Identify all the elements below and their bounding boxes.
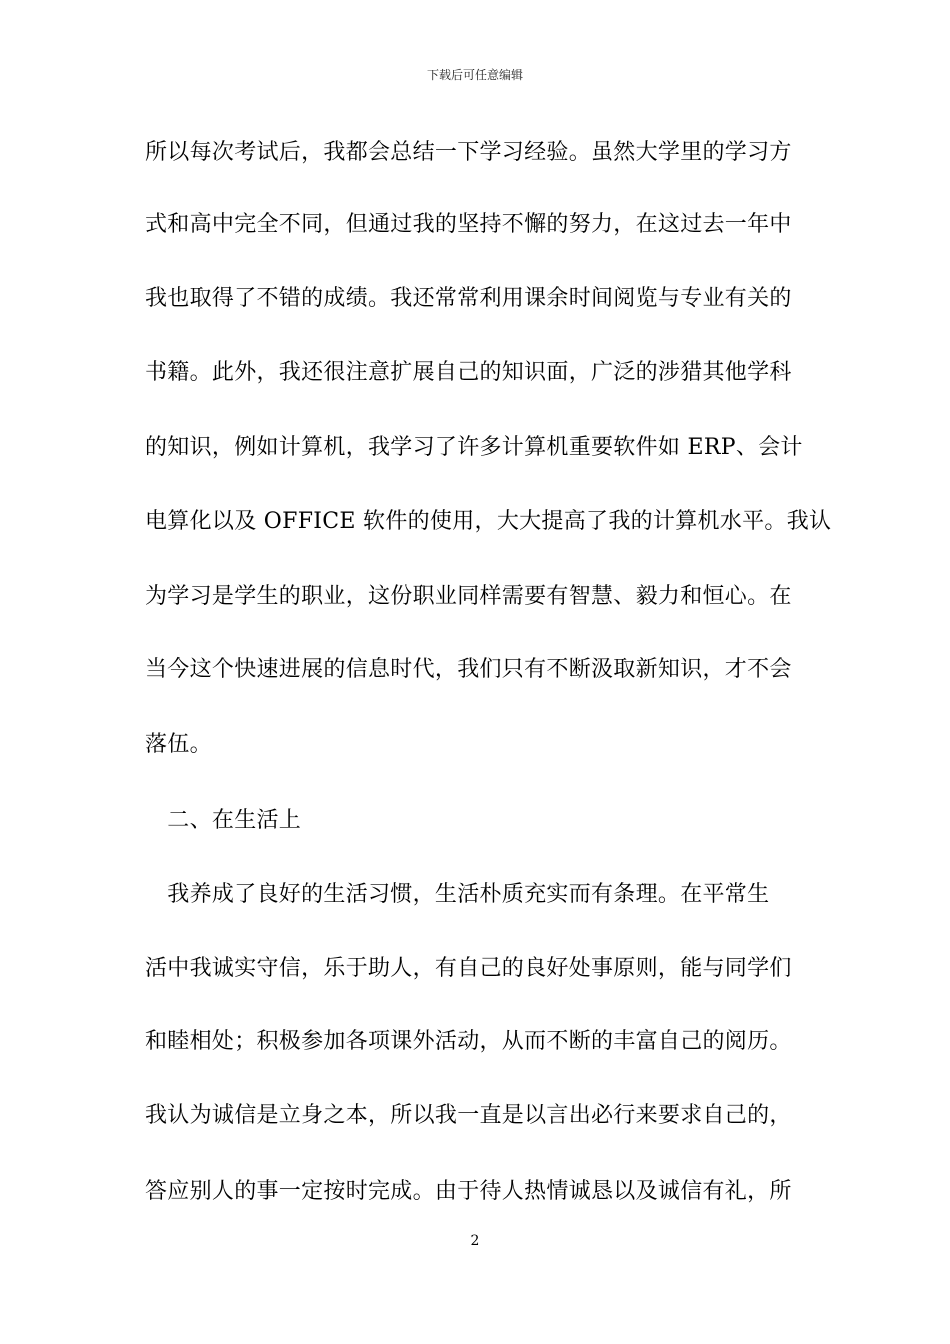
- body-line: 我也取得了不错的成绩。我还常常利用课余时间阅览与专业有关的: [145, 286, 792, 311]
- body-line: 和睦相处；积极参加各项课外活动，从而不断的丰富自己的阅历。: [145, 1029, 792, 1054]
- body-line: 电算化以及 OFFICE 软件的使用，大大提高了我的计算机水平。我认: [145, 509, 832, 534]
- body-line: 落伍。: [145, 732, 212, 757]
- body-line: 的知识，例如计算机，我学习了许多计算机重要软件如 ERP、会计: [145, 435, 803, 460]
- body-line: 当今这个快速进展的信息时代，我们只有不断汲取新知识，才不会: [145, 657, 792, 682]
- body-line: 我认为诚信是立身之本，所以我一直是以言出必行来要求自己的，: [145, 1103, 792, 1128]
- body-line: 所以每次考试后，我都会总结一下学习经验。虽然大学里的学习方: [145, 140, 792, 165]
- body-line: 活中我诚实守信，乐于助人，有自己的良好处事原则，能与同学们: [145, 956, 792, 981]
- body-line: 答应别人的事一定按时完成。由于待人热情诚恳以及诚信有礼，所: [145, 1179, 792, 1204]
- body-line: 为学习是学生的职业，这份职业同样需要有智慧、毅力和恒心。在: [145, 584, 792, 609]
- section-heading: 二、在生活上: [145, 808, 302, 833]
- page-header: 下载后可任意编辑: [426, 68, 523, 82]
- body-line: 我养成了良好的生活习惯，生活朴质充实而有条理。在平常生: [145, 882, 770, 907]
- body-line: 式和高中完全不同，但通过我的坚持不懈的努力，在这过去一年中: [145, 212, 792, 237]
- body-line: 书籍。此外，我还很注意扩展自己的知识面，广泛的涉猎其他学科: [145, 360, 792, 385]
- page-number: 2: [470, 1233, 480, 1249]
